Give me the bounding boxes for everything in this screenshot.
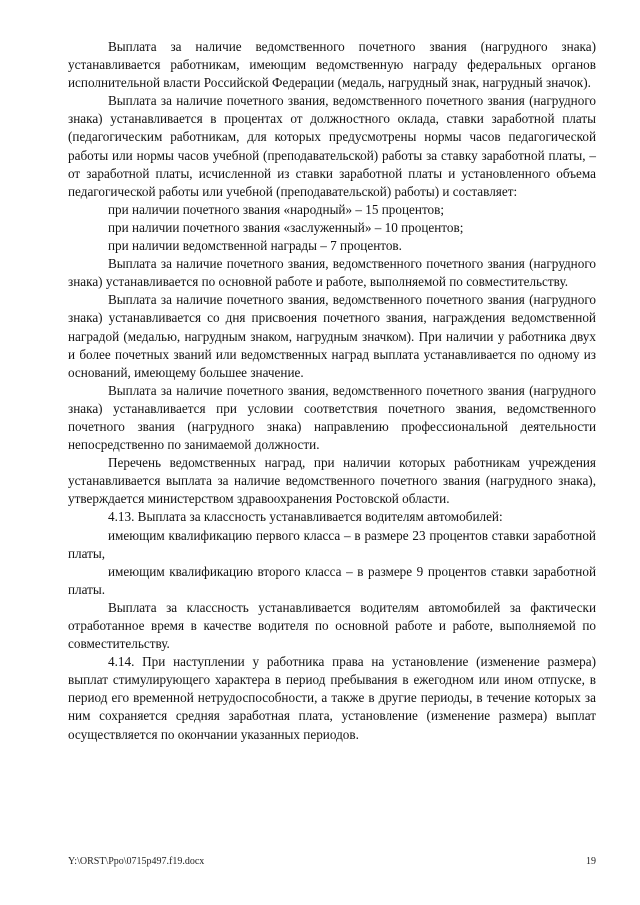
paragraph-main-and-part-time-work: Выплата за наличие почетного звания, ведомственного почетного звания (нагрудного знака) устанавливается по основной работе и работе, выполняемой по совместительству. bbox=[68, 256, 596, 290]
list-item-honored-title: при наличии почетного звания «заслуженный» – 10 процентов; bbox=[108, 219, 464, 235]
paragraph-section-4-14: 4.14. При наступлении у работника права на установление (изменение размера) выплат стимулирующего характера в период пребывания в ежегодном или ином отпуске, в период его временной нетрудоспособности, а также в другие периоды, в течение которых за ним сохраняется средняя заработная плата, установление (изменение размера) выплат осуществляется по окончании указанных периодов. bbox=[68, 654, 596, 742]
list-item-people-title: при наличии почетного звания «народный» – 15 процентов; bbox=[108, 201, 445, 217]
list-item-second-class: имеющим квалификацию второго класса – в размере 9 процентов ставки заработной платы. bbox=[68, 563, 596, 597]
paragraph-professional-relevance: Выплата за наличие почетного звания, ведомственного почетного звания (нагрудного знака) устанавливается при условии соответствия почетного звания, ведомственного почетного звания (нагрудного знака) направлению профессиональной деятельности непосредственно по занимаемой должности. bbox=[68, 382, 596, 453]
paragraph-class-payment-time: Выплата за классность устанавливается водителям автомобилей за фактически отработанное время в качестве водителя по основной работе и работе, выполняемой по совместительству. bbox=[68, 599, 596, 652]
footer-file-path: Y:\ORST\Ppo\0715p497.f19.docx bbox=[68, 856, 205, 867]
paragraph-effective-date: Выплата за наличие почетного звания, ведомственного почетного звания (нагрудного знака) устанавливается со дня присвоения почетного звания, награждения ведомственной наградой (медалью, нагрудным знаком, нагрудным значком). При наличии у работника двух и более почетных званий или ведомственных наград выплата устанавливается по одному из оснований, имеющему большее значение. bbox=[68, 292, 596, 380]
document-body bbox=[68, 38, 596, 744]
paragraph-award-list-approval: Перечень ведомственных наград, при наличии которых работникам учреждения устанавливается выплата за наличие ведомственного почетного звания (нагрудного знака), утверждается министерством здравоохранения Ростовской области. bbox=[68, 455, 596, 507]
list-item-first-class: имеющим квалификацию первого класса – в размере 23 процентов ставки заработной платы, bbox=[68, 527, 596, 561]
footer-page-number: 19 bbox=[586, 856, 596, 867]
list-item-departmental-award: при наличии ведомственной награды – 7 процентов. bbox=[108, 238, 402, 254]
paragraph-departmental-title-eligibility: Выплата за наличие ведомственного почетного звания (нагрудного знака) устанавливается работникам, имеющим ведомственную награду федеральных органов исполнительной власти Российской Федерации (медаль, нагрудный знак, нагрудный значок). bbox=[68, 39, 596, 91]
paragraph-section-4-13: 4.13. Выплата за классность устанавливается водителям автомобилей: bbox=[108, 509, 503, 525]
paragraph-payment-percent-basis: Выплата за наличие почетного звания, ведомственного почетного звания (нагрудного знака) устанавливается в процентах от должностного оклада, ставки заработной платы (педагогическим работникам, для которых предусмотрены нормы часов педагогической работы или нормы часов учебной (преподавательской) работы за ставку заработной платы, – от заработной платы, исчисленной из ставки заработной платы и установленного объема педагогической работы или учебной (преподавательской) работы) и составляет: bbox=[68, 93, 596, 199]
